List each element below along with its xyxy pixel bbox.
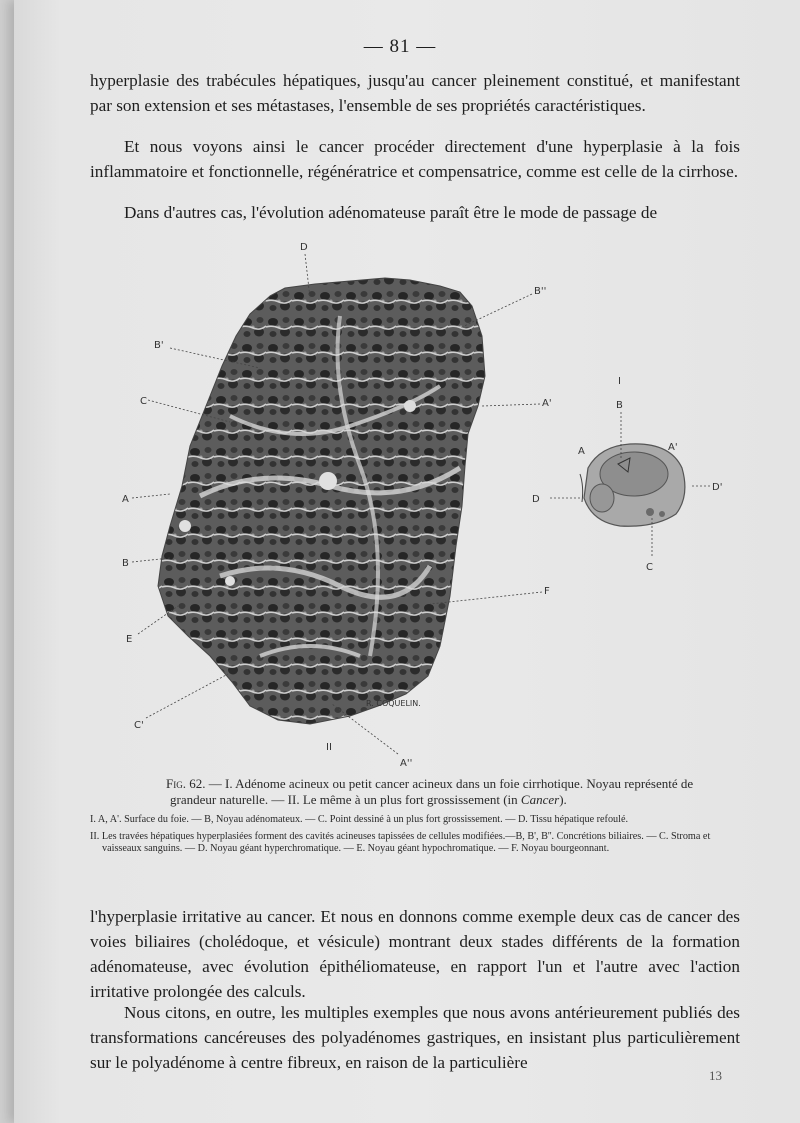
caption-note-ii: II. Les travées hépatiques hyperplasiées forment des cavités acineuses tapissées de cellules modifiées.—B, B', B''. Concrétions biliaires. — C. Stroma et vaisseaux sanguins. — D. Noyau géant hyperchromatique. — E. Noyau géant hypochromatique. — F. Noyau bourgeonnant. [90, 830, 711, 854]
paragraph-5: Nous citons, en outre, les multiples exemples que nous avons antérieurement publiés des transformations cancéreuses des polyadénomes gastriques, en insistant plus particulièrement sur le polyadénome à centre fibreux, en raison de la particulière [90, 1003, 740, 1072]
small-label-C: C [646, 562, 653, 573]
artist-signature: R. COQUELIN. [366, 699, 421, 708]
label-B-double-prime: B'' [534, 286, 547, 297]
small-label-I: I [618, 376, 621, 387]
label-II: II [326, 742, 332, 753]
label-A-prime: A' [542, 398, 552, 409]
label-D: D [300, 242, 308, 253]
caption-note-i: I. A, A'. Surface du foie. — B, Noyau adénomateux. — C. Point dessiné à un plus fort grossissement. — D. Tissu hépatique refoulé. [90, 814, 629, 825]
paragraph-1: hyperplasie des trabécules hépatiques, jusqu'au cancer pleinement constitué, et manifestant par son extension et ses métastases, l'ensemble de ses propriétés caractéristiques. [90, 71, 740, 115]
label-B: B [122, 558, 129, 569]
small-label-B: B [616, 400, 623, 411]
histology-illustration [110, 236, 760, 776]
label-E: E [126, 634, 133, 645]
label-C: C [140, 396, 147, 407]
section-i-nodule [580, 444, 685, 526]
signature-mark: 13 [709, 1068, 722, 1083]
page-number: — 81 — [363, 36, 437, 57]
small-label-A: A [578, 446, 585, 457]
small-label-D: D [532, 494, 540, 505]
figure-caption [90, 776, 740, 856]
paragraph-3: Dans d'autres cas, l'évolution adénomateuse paraît être le mode de passage de [124, 203, 658, 222]
label-C-prime: C' [134, 720, 144, 731]
paragraph-2: Et nous voyons ainsi le cancer procéder directement d'une hyperplasie à la fois inflammatoire et fonctionnelle, régénératrice et compensatrice, comme est celle de la cirrhose. [90, 137, 740, 181]
section-ii-tissue [158, 278, 485, 724]
label-B-prime: B' [154, 340, 164, 351]
caption-end: ). [559, 792, 567, 807]
caption-main [166, 776, 740, 808]
label-F: F [544, 586, 550, 597]
caption-italic: Cancer [520, 792, 560, 807]
label-A-double-prime: A'' [400, 758, 413, 769]
figure-62 [110, 236, 760, 776]
caption-prefix: Fig. 62. [166, 776, 206, 791]
caption-text: — I. Adénome acineux ou petit cancer acineux dans un foie cirrhotique. Noyau représenté de grandeur naturelle. — II. Le même à un plus fort grossissement (in [170, 776, 694, 807]
small-label-A-prime: A' [668, 442, 678, 453]
label-A: A [122, 494, 129, 505]
small-label-D-prime: D' [712, 482, 723, 493]
paragraph-4: l'hyperplasie irritative au cancer. Et nous en donnons comme exemple deux cas de cancer des voies biliaires (cholédoque, et vésicule) montrant deux stades différents de la formation adénomateuse, avec évolution épithéliomateuse, en rapport l'un et l'autre avec l'action irritative prolongée des calculs. [90, 907, 740, 1001]
